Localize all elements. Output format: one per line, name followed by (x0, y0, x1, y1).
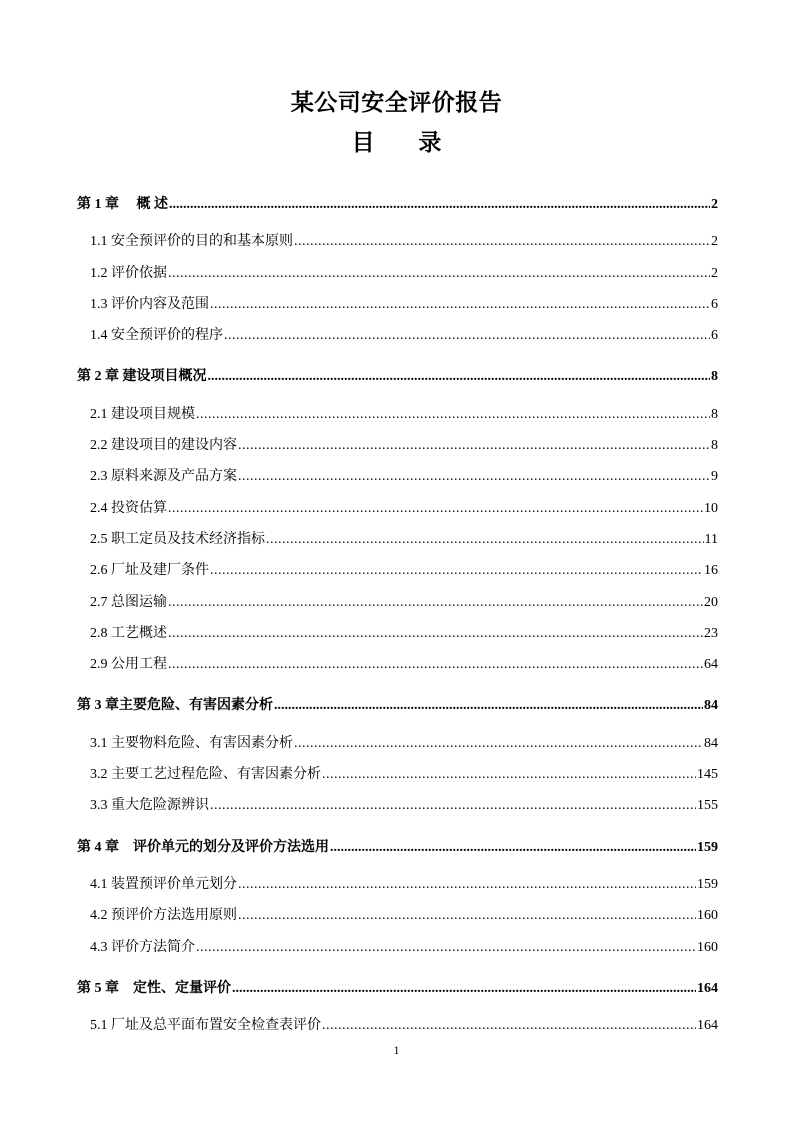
toc-entry-label: 第 4 章 评价单元的划分及评价方法选用 (77, 839, 329, 855)
toc-chapter-entry[interactable] (77, 189, 718, 220)
toc-heading: 目 录 (351, 130, 454, 155)
toc-entry-page: 160 (697, 939, 718, 955)
toc-entry-label: 第 2 章 建设项目概况 (77, 369, 207, 385)
dot-leader (168, 618, 703, 649)
toc-entry-page: 2 (711, 234, 718, 250)
toc-entry-page: 164 (697, 980, 718, 996)
dot-leader (294, 226, 710, 257)
toc-section-entry[interactable] (77, 790, 718, 821)
toc-entry-page: 159 (697, 839, 718, 855)
toc-entry-page: 8 (711, 438, 718, 454)
toc-section-entry[interactable] (77, 759, 718, 790)
toc-entry-label: 2.7 总图运输 (90, 594, 167, 610)
toc-entry-page: 8 (711, 406, 718, 422)
dot-leader (266, 524, 704, 555)
toc-entry-label: 2.2 建设项目的建设内容 (90, 438, 237, 454)
dot-leader (238, 461, 710, 492)
toc-section-entry[interactable] (77, 430, 718, 461)
document-title: 某公司安全评价报告 (290, 90, 503, 115)
toc-section-entry[interactable] (77, 493, 718, 524)
dot-leader (210, 289, 710, 320)
toc-section-entry[interactable] (77, 258, 718, 289)
toc-chapter-entry[interactable] (77, 361, 718, 392)
dot-leader (196, 399, 710, 430)
toc-section-entry[interactable] (77, 226, 718, 257)
toc-entry-label: 3.2 主要工艺过程危险、有害因素分析 (90, 767, 321, 783)
toc-entry-page: 159 (697, 876, 718, 892)
dot-leader (196, 932, 696, 963)
toc-entry-page: 6 (711, 328, 718, 344)
toc-entry-label: 1.3 评价内容及范围 (90, 296, 209, 312)
dot-leader (168, 258, 710, 289)
dot-leader (232, 973, 696, 1004)
toc-entry-label: 1.4 安全预评价的程序 (90, 328, 223, 344)
dot-leader (238, 869, 696, 900)
dot-leader (274, 690, 703, 721)
table-of-contents (77, 189, 718, 1041)
toc-section-entry[interactable] (77, 1010, 718, 1041)
toc-entry-label: 2.8 工艺概述 (90, 625, 167, 641)
dot-leader (169, 189, 710, 220)
dot-leader (238, 900, 696, 931)
toc-entry-page: 16 (704, 563, 718, 579)
dot-leader (168, 493, 703, 524)
toc-entry-page: 2 (711, 265, 718, 281)
toc-section-entry[interactable] (77, 728, 718, 759)
dot-leader (294, 728, 703, 759)
toc-entry-label: 3.3 重大危险源辨识 (90, 798, 209, 814)
dot-leader (322, 759, 696, 790)
toc-entry-page: 84 (704, 698, 718, 714)
toc-entry-page: 84 (704, 735, 718, 751)
toc-chapter-entry[interactable] (77, 973, 718, 1004)
toc-entry-label: 2.1 建设项目规模 (90, 406, 195, 422)
toc-entry-label: 第 1 章 概 述 (77, 197, 168, 212)
toc-entry-page: 64 (704, 657, 718, 673)
toc-section-entry[interactable] (77, 461, 718, 492)
page-number: 1 (393, 1043, 400, 1057)
toc-entry-page: 145 (697, 767, 718, 783)
toc-entry-label: 4.3 评价方法简介 (90, 939, 195, 955)
toc-entry-label: 1.2 评价依据 (90, 265, 167, 281)
toc-entry-label: 1.1 安全预评价的目的和基本原则 (90, 234, 293, 250)
toc-entry-page: 164 (697, 1018, 718, 1034)
toc-chapter-entry[interactable] (77, 690, 718, 721)
dot-leader (208, 361, 711, 392)
toc-section-entry[interactable] (77, 649, 718, 680)
dot-leader (224, 320, 710, 351)
dot-leader (168, 649, 703, 680)
toc-entry-page: 23 (704, 625, 718, 641)
toc-entry-page: 9 (711, 469, 718, 485)
toc-section-entry[interactable] (77, 289, 718, 320)
toc-section-entry[interactable] (77, 932, 718, 963)
toc-entry-label: 2.9 公用工程 (90, 657, 167, 673)
toc-entry-page: 8 (711, 369, 718, 385)
toc-entry-page: 2 (711, 197, 718, 212)
toc-entry-label: 4.2 预评价方法选用原则 (90, 908, 237, 924)
toc-section-entry[interactable] (77, 587, 718, 618)
dot-leader (210, 555, 703, 586)
toc-section-entry[interactable] (77, 618, 718, 649)
toc-entry-page: 155 (697, 798, 718, 814)
toc-entry-label: 2.4 投资估算 (90, 500, 167, 516)
toc-entry-label: 5.1 厂址及总平面布置安全检查表评价 (90, 1018, 321, 1034)
toc-section-entry[interactable] (77, 399, 718, 430)
toc-entry-label: 第 3 章主要危险、有害因素分析 (77, 698, 273, 714)
toc-entry-page: 10 (704, 500, 718, 516)
toc-entry-label: 2.3 原料来源及产品方案 (90, 469, 237, 485)
toc-chapter-entry[interactable] (77, 832, 718, 863)
toc-entry-page: 6 (711, 296, 718, 312)
toc-section-entry[interactable] (77, 555, 718, 586)
toc-section-entry[interactable] (77, 900, 718, 931)
dot-leader (210, 790, 696, 821)
dot-leader (322, 1010, 696, 1041)
toc-section-entry[interactable] (77, 869, 718, 900)
toc-entry-label: 2.6 厂址及建厂条件 (90, 563, 209, 579)
toc-entry-label: 3.1 主要物料危险、有害因素分析 (90, 735, 293, 751)
dot-leader (330, 832, 696, 863)
toc-entry-page: 11 (704, 531, 718, 547)
toc-entry-page: 20 (704, 594, 718, 610)
toc-entry-label: 第 5 章 定性、定量评价 (77, 980, 231, 996)
toc-section-entry[interactable] (77, 524, 718, 555)
toc-entry-label: 4.1 装置预评价单元划分 (90, 876, 237, 892)
dot-leader (168, 587, 703, 618)
toc-section-entry[interactable] (77, 320, 718, 351)
toc-entry-label: 2.5 职工定员及技术经济指标 (90, 531, 265, 547)
toc-entry-page: 160 (697, 908, 718, 924)
dot-leader (238, 430, 710, 461)
